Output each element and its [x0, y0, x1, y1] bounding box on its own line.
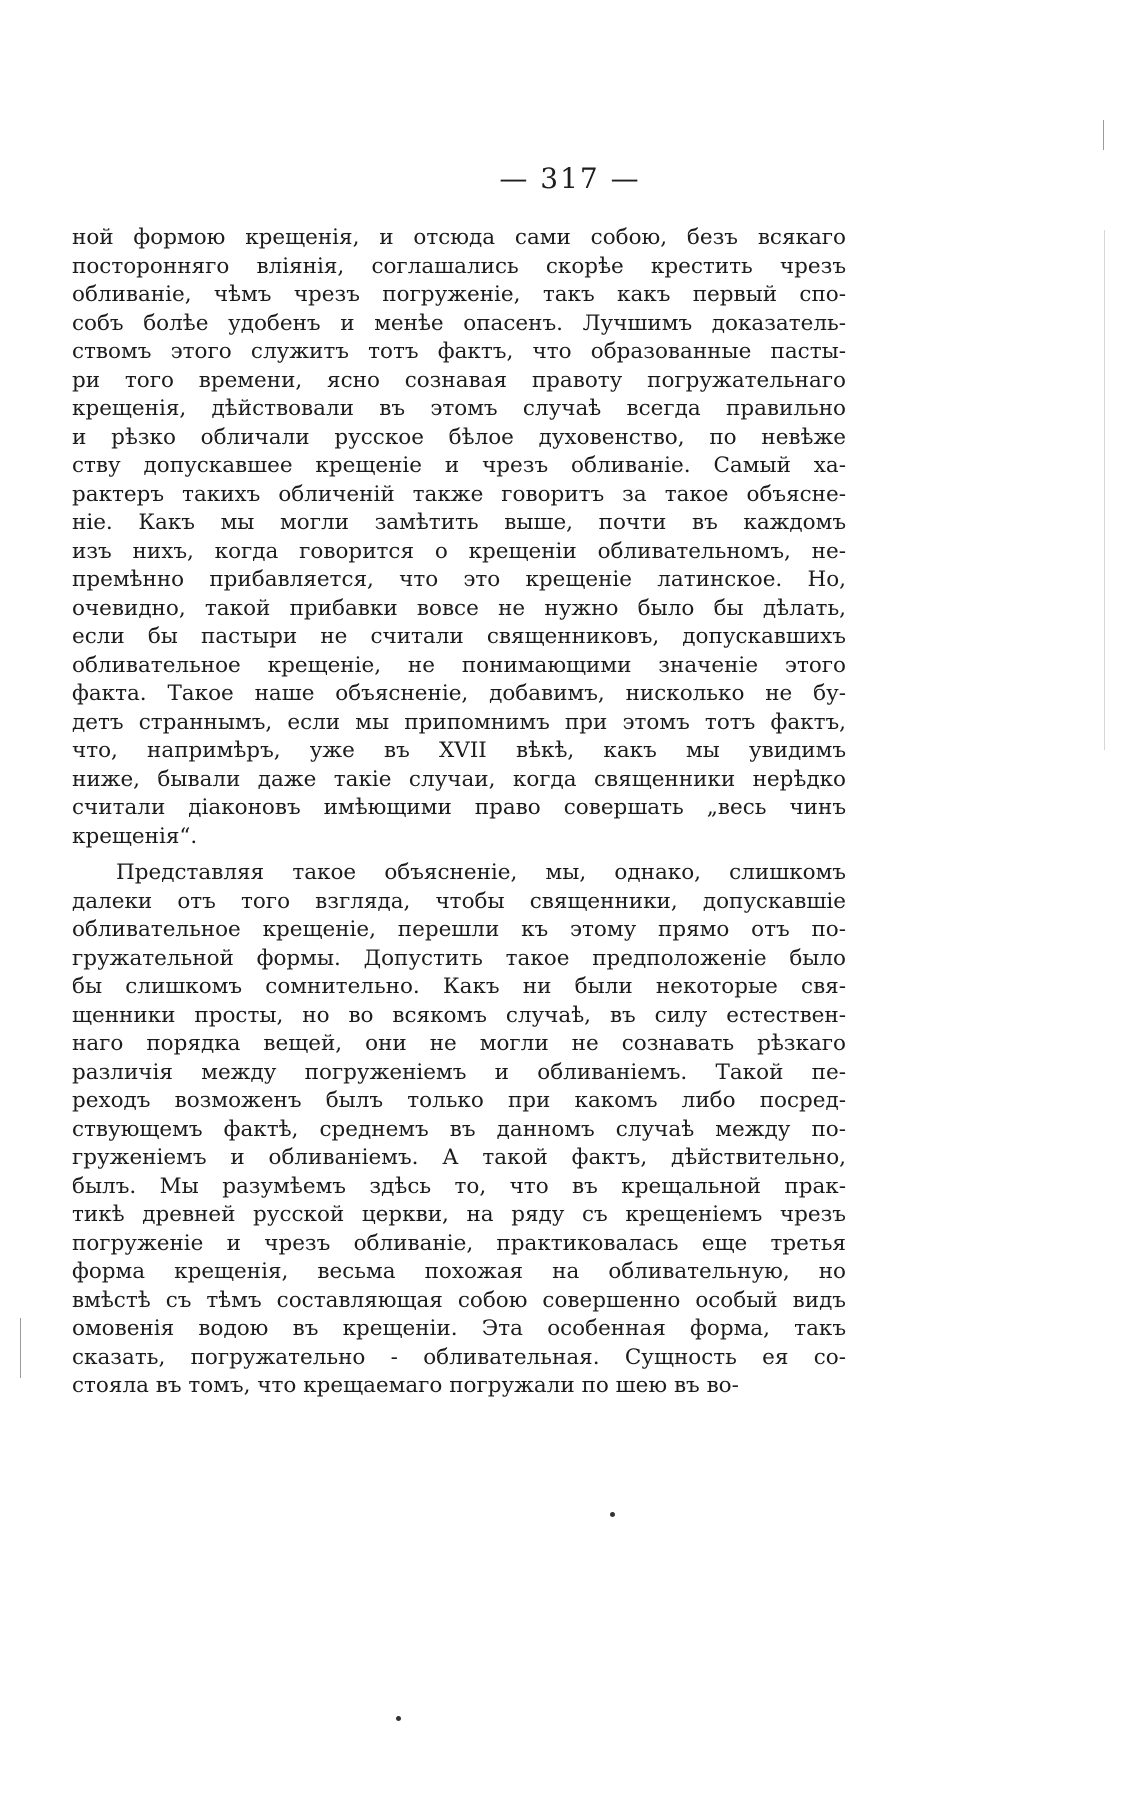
text-line: изъ нихъ, когда говорится о крещеніи обливательномъ, не-: [72, 538, 846, 564]
scan-edge-mark-right: [1104, 230, 1105, 750]
text-line: что, напримѣръ, уже въ XVII вѣкѣ, какъ мы увидимъ: [72, 738, 846, 763]
text-line: крещенія“.: [72, 823, 198, 849]
text-line: ніе. Какъ мы могли замѣтить выше, почти въ каждомъ: [72, 510, 846, 535]
text-line: ствующемъ фактѣ, среднемъ въ данномъ случаѣ между по-: [72, 1116, 846, 1142]
text-line: премѣнно прибавляется, что это крещеніе латинское. Но,: [72, 567, 846, 592]
text-line: ри того времени, ясно сознавая правоту погружательнаго: [72, 367, 846, 393]
text-line: ствомъ этого служитъ тотъ фактъ, что образованные пасты-: [72, 339, 846, 364]
text-line: обливаніе, чѣмъ чрезъ погруженіе, такъ какъ первый спо-: [72, 282, 846, 307]
text-line: реходъ возможенъ былъ только при какомъ либо посред-: [72, 1088, 846, 1113]
text-line: собъ болѣе удобенъ и менѣе опасенъ. Лучшимъ доказатель-: [72, 310, 846, 336]
text-line: стояла въ томъ, что крещаемаго погружали по шею въ во-: [72, 1373, 739, 1398]
text-line: детъ страннымъ, если мы припомнимъ при этомъ тотъ фактъ,: [72, 709, 846, 735]
text-line: рактеръ такихъ обличеній также говоритъ за такое объясне-: [72, 481, 846, 507]
text-line: факта. Такое наше объясненіе, добавимъ, нисколько не бу-: [72, 681, 846, 706]
paragraph-2: [72, 859, 846, 1401]
text-line: щенники просты, но во всякомъ случаѣ, въ силу естествен-: [72, 1002, 846, 1028]
text-line: тикѣ древней русской церкви, на ряду съ крещеніемъ чрезъ: [72, 1202, 846, 1227]
text-line: ной формою крещенія, и отсюда сами собою, безъ всякаго: [72, 225, 846, 250]
text-line: и рѣзко обличали русское бѣлое духовенство, по невѣже: [72, 424, 846, 450]
text-line: если бы пастыри не считали священниковъ, допускавшихъ: [72, 624, 846, 649]
text-line: вмѣстѣ съ тѣмъ составляющая собою совершенно особый видъ: [72, 1287, 846, 1313]
text-line: далеки отъ того взгляда, чтобы священники, допускавшіе: [72, 888, 846, 914]
text-line: крещенія, дѣйствовали въ этомъ случаѣ всегда правильно: [72, 396, 846, 421]
text-line: гружательной формы. Допустить такое предположеніе было: [72, 945, 846, 971]
text-line: ниже, бывали даже такіе случаи, когда священники нерѣдко: [72, 766, 846, 792]
text-line: очевидно, такой прибавки вовсе не нужно было бы дѣлать,: [72, 595, 846, 621]
ink-speck: [396, 1716, 401, 1721]
text-line: омовенія водою въ крещеніи. Эта особенная форма, такъ: [72, 1316, 846, 1341]
text-line: обливательное крещеніе, не понимающими значеніе этого: [72, 652, 846, 678]
body-text: [72, 224, 846, 1401]
scan-edge-mark-top: [1103, 120, 1104, 150]
text-line: обливательное крещеніе, перешли къ этому прямо отъ по-: [72, 917, 846, 942]
text-line: Представляя такое объясненіе, мы, однако, слишкомъ: [116, 860, 846, 885]
scan-edge-mark-left: [20, 1318, 21, 1378]
text-line: различія между погруженіемъ и обливаніемъ. Такой пе-: [72, 1059, 846, 1085]
text-line: наго порядка вещей, они не могли не сознавать рѣзкаго: [72, 1031, 846, 1056]
text-line: бы слишкомъ сомнительно. Какъ ни были некоторые свя-: [72, 974, 846, 999]
paragraph-gap: [72, 851, 846, 859]
text-line: форма крещенія, весьма похожая на обливательную, но: [72, 1259, 846, 1284]
text-line: погруженіе и чрезъ обливаніе, практиковалась еще третья: [72, 1230, 846, 1256]
text-line: считали діаконовъ имѣющими право совершать „весь чинъ: [72, 795, 846, 820]
text-line: посторонняго вліянія, соглашались скорѣе крестить чрезъ: [72, 253, 846, 279]
text-line: сказать, погружательно - обливательная. Сущность ея со-: [72, 1344, 846, 1370]
text-line: ству допускавшее крещеніе и чрезъ обливаніе. Самый ха-: [72, 453, 846, 478]
text-line: груженіемъ и обливаніемъ. А такой фактъ, дѣйствительно,: [72, 1145, 846, 1170]
ink-speck: [610, 1512, 615, 1517]
page-number: — 317 —: [499, 162, 641, 195]
text-line: былъ. Мы разумѣемъ здѣсь то, что въ крещальной прак-: [72, 1173, 846, 1199]
paragraph-1: [72, 224, 846, 851]
